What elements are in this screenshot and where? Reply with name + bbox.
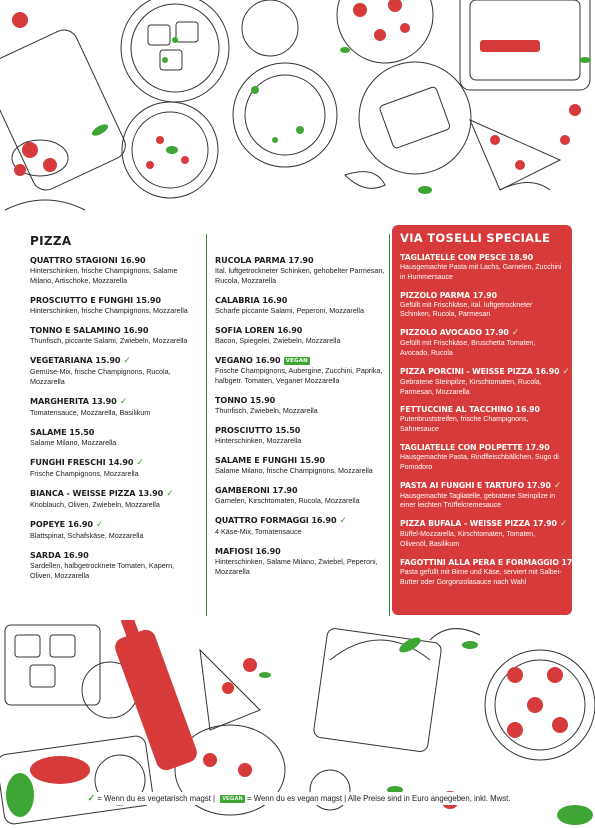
menu-item-name: [30, 519, 198, 530]
menu-item-title: VEGANO 16.90: [215, 355, 281, 365]
menu-item-title: BIANCA - WEISSE PIZZA 13.90: [30, 488, 164, 498]
menu-item-description: Frische Champignons, Mozzarella: [30, 469, 139, 478]
menu-item-name: [30, 255, 198, 265]
menu-item-title: SARDA 16.90: [30, 550, 89, 560]
menu-item: [30, 325, 198, 346]
menu-item-name: [30, 457, 198, 468]
menu-item: [215, 295, 385, 316]
menu-item-description: Gebratene Steinpilze, Kirschtomaten, Rucola, Parmesan, Mozzarella: [400, 378, 542, 396]
menu-item-description: 4 Käse-Mix, Tomatensauce: [215, 527, 302, 536]
menu-item: [30, 355, 198, 387]
pizza-list-2: [215, 255, 385, 577]
menu-item-title: PIZZOLO AVOCADO 17.90: [400, 328, 509, 338]
menu-item-description: Gefüllt mit Frischkäse, Bruschetta Tomaten, Avocado, Rucola: [400, 340, 536, 357]
menu-item-description: Hinterschinken, frische Champignons, Mozzarella: [30, 306, 188, 315]
menu-item-title: QUATTRO STAGIONI 16.90: [30, 255, 146, 265]
menu-item: [400, 481, 564, 512]
menu-item-description: Büffel-Mozzarella, Kirschtomaten, Tomaten, Olivenöl, Basilikum: [400, 531, 536, 548]
menu-item: [400, 405, 564, 435]
menu-item-description: Hinterschinken, Salame Milano, Zwiebel, Peperoni, Mozzarella: [215, 557, 378, 576]
menu-item-title: VEGETARIANA 15.90: [30, 355, 121, 365]
menu-item-title: MAFIOSI 16.90: [215, 546, 281, 556]
vegetarian-check-icon: ✓: [559, 519, 568, 530]
menu-item-title: FUNGHI FRESCHI 14.90: [30, 457, 134, 467]
menu-item-title: SALAME 15.50: [30, 427, 95, 437]
menu-item-title: TAGLIATELLE CON POLPETTE 17.90: [400, 442, 550, 452]
section-title-specials: VIA TOSELLI SPECIALE: [400, 231, 551, 245]
menu-item: [400, 253, 564, 283]
menu-item-title: QUATTRO FORMAGGI 16.90: [215, 515, 337, 525]
menu-item: [215, 325, 385, 346]
menu-item: [30, 488, 198, 510]
column-divider: [389, 234, 390, 616]
menu-item: [400, 519, 568, 550]
menu-item-description: Hausgemachte Pasta mit Lachs, Garnelen, Zucchini in Hummersauce: [400, 264, 562, 281]
menu-item: [215, 355, 385, 386]
menu-item-title: PIZZOLO PARMA 17.90: [400, 290, 497, 300]
menu-item-description: Salame Milano, frische Champignons, Mozzarella: [215, 466, 373, 475]
menu-item-description: Hinterschinken, frische Champignons, Salame Milano, Artischoke, Mozzarella: [30, 266, 178, 285]
menu-item-name: [215, 546, 385, 556]
menu-item-name: [400, 519, 568, 530]
menu-item-description: Knoblauch, Oliven, Zwiebeln, Mozzarella: [30, 500, 160, 509]
menu-item-title: TAGLIATELLE CON PESCE 18.90: [400, 253, 534, 262]
menu-item: [30, 457, 198, 479]
menu-item: [400, 366, 570, 398]
footer-vegan-text: = Wenn du es vegan magst | Alle Preise sind in Euro angegeben, inkl. Mwst.: [247, 794, 511, 803]
menu-item-description: Sardellen, halbgetrocknete Tomaten, Kapern, Oliven, Mozzarella: [30, 561, 175, 580]
menu-item-description: Scharfe piccante Salami, Peperoni, Mozzarella: [215, 306, 365, 315]
specials-list: [400, 253, 586, 587]
pizza-column-right: [215, 222, 385, 586]
menu-item: [215, 515, 385, 537]
menu-item-name: [400, 328, 564, 338]
menu-item-name: [215, 515, 385, 526]
menu-item-description: Putenbruststreifen, frische Champignons, Sahnesauce: [400, 416, 529, 434]
pizza-column-left: [30, 222, 198, 590]
menu-item-description: Salame Milano, Mozzarella: [30, 438, 117, 447]
menu-item-name: [400, 405, 564, 414]
menu-item-name: [215, 485, 385, 495]
menu-item-description: Ital. luftgetrockneter Schinken, gehobelter Parmesan, Rucola, Mozzarella: [215, 266, 385, 285]
vegetarian-check-icon: ✓: [166, 489, 174, 499]
menu-item: [215, 546, 385, 577]
menu-item: [30, 550, 198, 581]
menu-item-description: Thunfisch, piccante Salami, Zwiebeln, Mozzarella: [30, 336, 188, 345]
menu-item-name: [215, 325, 385, 335]
menu-item-name: [30, 325, 198, 335]
menu-item-name: [215, 395, 385, 405]
menu-item: [30, 427, 198, 448]
footer-legend: [0, 793, 595, 804]
top-food-illustration: [0, 0, 595, 222]
column-divider: [206, 234, 207, 616]
menu-item-name: [215, 425, 385, 435]
menu-item-title: PROSCIUTTO 15.50: [215, 425, 301, 435]
menu-item-name: [30, 396, 198, 407]
menu-item-name: [215, 355, 385, 365]
menu-item-description: Hinterschinken, Mozzarella: [215, 436, 302, 445]
menu-item-description: Blattspinat, Schafskäse, Mozzarella: [30, 531, 144, 540]
menu-item-name: [400, 253, 564, 262]
menu-item-title: SOFIA LOREN 16.90: [215, 325, 303, 335]
vegetarian-check-icon: ✓: [123, 356, 131, 366]
menu-item-title: TONNO 15.90: [215, 395, 276, 405]
menu-item: [30, 255, 198, 286]
menu-item-title: PROSCIUTTO E FUNGHI 15.90: [30, 295, 161, 305]
menu-item-name: [400, 557, 586, 567]
menu-item-title: RUCOLA PARMA 17.90: [215, 255, 314, 265]
specials-box: [392, 225, 586, 615]
menu-item: [215, 255, 385, 286]
vegetarian-check-icon: ✓: [511, 328, 520, 339]
pizza-list: [30, 255, 198, 581]
vegetarian-check-icon: ✓: [136, 458, 144, 468]
menu-item: [30, 396, 198, 418]
menu-item-title: MARGHERITA 13.90: [30, 396, 117, 406]
menu-item-description: Bacon, Spiegelei, Zwiebeln, Mozzarella: [215, 336, 341, 345]
menu-item-title: FAGOTTINI ALLA PERA E FORMAGGIO 17.90: [400, 557, 586, 567]
menu-item-description: Pasta gefüllt mit Birne und Käse, serviert mit Salbei-Butter oder Gorgonzolasauce nach Wahl: [400, 568, 562, 586]
menu-item: [400, 291, 564, 321]
menu-item-description: Frische Champignons, Aubergine, Zucchini, Paprika, halbgetr. Tomaten, Veganer Mozzarella: [215, 366, 383, 385]
menu-item-name: [400, 291, 564, 300]
vegetarian-check-icon: ✓: [119, 397, 128, 407]
menu-item: [215, 395, 385, 416]
menu-item-name: [400, 443, 564, 452]
menu-item: [400, 557, 586, 588]
menu-item: [30, 519, 198, 541]
menu-item-title: PIZZA BUFALA - WEISSE PIZZA 17.90: [400, 519, 557, 529]
menu-item-name: [215, 455, 385, 465]
menu-item-name: [215, 295, 385, 305]
menu-item-name: [30, 550, 198, 560]
vegetarian-check-icon: ✓: [87, 793, 96, 803]
menu-item: [400, 443, 564, 473]
vegetarian-check-icon: ✓: [553, 480, 562, 491]
menu-item: [215, 425, 385, 446]
vegetarian-check-icon: ✓: [95, 520, 104, 530]
vegetarian-check-icon: ✓: [339, 516, 347, 526]
menu-item-description: Hausgemachte Pasta, Rindfleischbällchen, Sugo di Pomodoro: [400, 453, 559, 471]
menu-item-description: Thunfisch, Zwiebeln, Mozzarella: [215, 406, 318, 415]
footer-veg-text: = Wenn du es vegetarisch magst |: [97, 794, 216, 803]
menu-item: [400, 328, 564, 359]
vegan-badge-icon: VEGAN: [222, 796, 243, 802]
menu-item-title: POPEYE 16.90: [30, 519, 93, 529]
menu-item-description: Tomatensauce, Mozzarella, Basilikum: [30, 408, 151, 417]
menu-content: [0, 222, 595, 620]
menu-item: [215, 485, 385, 506]
menu-item-name: [400, 366, 570, 377]
menu-item-description: Garnelen, Kirschtomaten, Rucola, Mozzarella: [215, 496, 360, 505]
menu-item-name: [30, 488, 198, 499]
menu-item-title: CALABRIA 16.90: [215, 295, 288, 305]
vegetarian-check-icon: ✓: [562, 366, 570, 377]
menu-item-name: [30, 295, 198, 305]
menu-item-description: Gemüse-Mix, frische Champignons, Rucola, Mozzarella: [30, 367, 171, 386]
section-title-pizza: PIZZA: [30, 234, 72, 248]
menu-item-name: [30, 355, 198, 366]
menu-item-title: FETTUCCINE AL TACCHINO 16.90: [400, 405, 540, 415]
menu-item-title: SALAME E FUNGHI 15.90: [215, 455, 325, 465]
menu-item-name: [400, 481, 564, 491]
menu-item-name: [30, 427, 198, 437]
menu-item-description: Hausgemachte Tagliatelle, gebratene Steinpilze in einer leichten Trüffelcremesauce: [400, 492, 556, 510]
menu-item-title: GAMBERONI 17.90: [215, 485, 298, 495]
menu-item-title: TONNO E SALAMINO 16.90: [30, 325, 149, 335]
vegan-badge-icon: VEGAN: [285, 358, 308, 364]
menu-item-title: PASTA AI FUNGHI E TARTUFO 17.90: [400, 480, 551, 490]
menu-item-title: PIZZA PORCINI - WEISSE PIZZA 16.90: [400, 366, 560, 376]
menu-item-description: Gefüllt mit Frischkäse, ital. luftgetrockneter Schinken, Rucola, Parmesan: [400, 301, 533, 319]
menu-item: [30, 295, 198, 316]
menu-item: [215, 455, 385, 476]
menu-item-name: [215, 255, 385, 265]
